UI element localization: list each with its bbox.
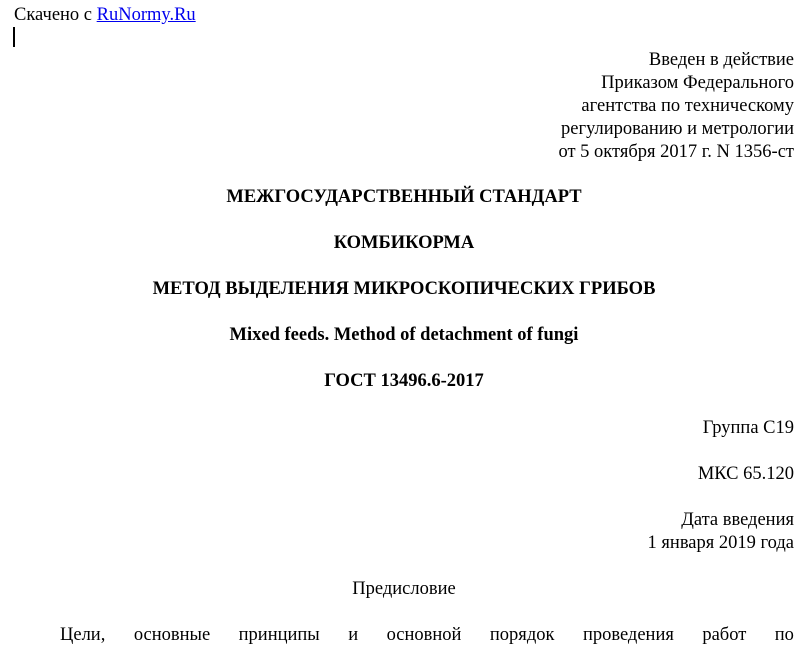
text-cursor <box>13 27 15 47</box>
intro-line: Приказом Федерального <box>601 73 794 93</box>
paragraph-word: по <box>774 625 794 645</box>
intro-line: регулированию и метрологии <box>561 119 794 139</box>
paragraph-word: Цели, <box>60 625 106 645</box>
paragraph-word: основные <box>133 625 211 645</box>
standard-type-heading: МЕЖГОСУДАРСТВЕННЫЙ СТАНДАРТ <box>226 187 582 207</box>
paragraph-word: проведения <box>582 625 674 645</box>
paragraph-word: принципы <box>238 625 320 645</box>
source-prefix: Скачено с <box>14 5 93 25</box>
paragraph-word: порядок <box>489 625 555 645</box>
group-code: Группа С19 <box>702 418 794 438</box>
designation-heading: ГОСТ 13496.6-2017 <box>324 371 484 391</box>
preface-heading: Предисловие <box>352 579 456 599</box>
paragraph-word: и <box>348 625 359 645</box>
paragraph-word: работ <box>702 625 747 645</box>
intro-block <box>558 49 794 164</box>
english-title-heading: Mixed feeds. Method of detachment of fungi <box>229 325 579 345</box>
mks-code: МКС 65.120 <box>697 464 794 484</box>
source-link[interactable]: RuNormy.Ru <box>96 5 196 25</box>
method-heading: МЕТОД ВЫДЕЛЕНИЯ МИКРОСКОПИЧЕСКИХ ГРИБОВ <box>152 279 656 299</box>
intro-line: от 5 октября 2017 г. N 1356-ст <box>558 142 794 162</box>
introduction-date-label: Дата введения <box>681 510 794 530</box>
introduction-date-value: 1 января 2019 года <box>647 533 794 553</box>
intro-line: Введен в действие <box>648 50 794 70</box>
subject-heading: КОМБИКОРМА <box>333 233 475 253</box>
intro-line: агентства по техническому <box>581 96 794 116</box>
preface-paragraph-line <box>60 624 794 646</box>
paragraph-word: основной <box>386 625 462 645</box>
source-line <box>14 4 196 26</box>
introduction-date-block <box>648 509 794 555</box>
